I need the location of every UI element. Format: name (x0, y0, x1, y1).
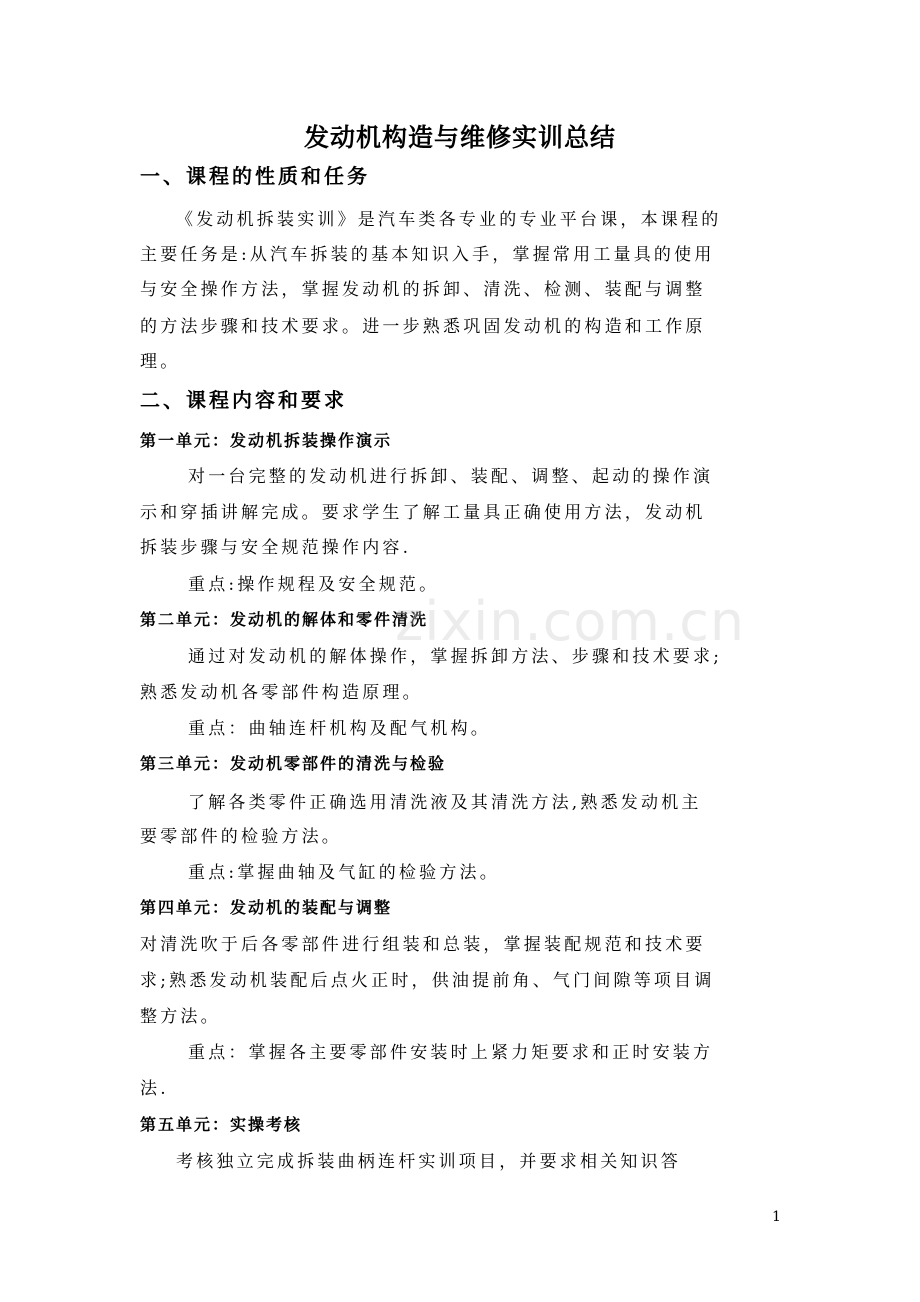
document-title: 发动机构造与维修实训总结 (303, 123, 616, 152)
paragraph-line: 熟悉发动机各零部件构造原理。 (140, 683, 423, 703)
paragraph-line: 与安全操作方法，掌握发动机的拆卸、清洗、检测、装配与调整 (140, 280, 706, 300)
unit-heading-1: 第一单元：发动机拆装操作演示 (140, 431, 393, 450)
key-point: 重点：曲轴连杆机构及配气机构。 (188, 719, 491, 739)
paragraph-line: 要零部件的检验方法。 (140, 827, 342, 847)
paragraph-line: 《发动机拆装实训》是汽车类各专业的专业平台课，本课程的 (176, 210, 722, 230)
unit-heading-2: 第二单元：发动机的解体和零件清洗 (140, 610, 429, 629)
key-point: 重点:掌握曲轴及气缸的检验方法。 (188, 863, 500, 883)
watermark: zixin.com.cn (395, 590, 746, 653)
section-heading-2: 二、课程内容和要求 (140, 388, 347, 412)
paragraph-line: 考核独立完成拆装曲柄连杆实训项目，并要求相关知识答 (176, 1152, 681, 1172)
paragraph-line: 主要任务是:从汽车拆装的基本知识入手，掌握常用工量具的使用 (140, 245, 715, 265)
paragraph-line: 的方法步骤和技术要求。进一步熟悉巩固发动机的构造和工作原 (140, 317, 706, 337)
paragraph-line: 整方法。 (140, 1007, 221, 1027)
paragraph-line: 对清洗吹于后各零部件进行组装和总装，掌握装配规范和技术要 (140, 935, 706, 955)
key-point: 重点:操作规程及安全规范。 (188, 575, 440, 595)
key-point: 重点：掌握各主要零部件安装时上紧力矩要求和正时安装方 (188, 1043, 714, 1063)
paragraph-line: 了解各类零件正确选用清洗液及其清洗方法,熟悉发动机主 (188, 793, 702, 813)
paragraph-line: 理。 (140, 352, 181, 372)
unit-heading-3: 第三单元：发动机零部件的清洗与检验 (140, 754, 447, 773)
unit-heading-4: 第四单元：发动机的装配与调整 (140, 898, 393, 917)
section-heading-1: 一、课程的性质和任务 (140, 164, 370, 188)
paragraph-line: 求;熟悉发动机装配后点火正时，供油提前角、气门间隙等项目调 (140, 971, 715, 991)
paragraph-line: 拆装步骤与安全规范操作内容. (140, 538, 412, 558)
paragraph-line: 对一台完整的发动机进行拆卸、装配、调整、起动的操作演 (188, 467, 714, 487)
unit-heading-5: 第五单元：实操考核 (140, 1115, 303, 1134)
paragraph-line: 示和穿插讲解完成。要求学生了解工量具正确使用方法，发动机 (140, 503, 706, 523)
paragraph-line: 通过对发动机的解体操作，掌握拆卸方法、步骤和技术要求; (188, 647, 723, 667)
page-number: 1 (772, 1209, 781, 1225)
key-point-continued: 法. (140, 1079, 169, 1099)
